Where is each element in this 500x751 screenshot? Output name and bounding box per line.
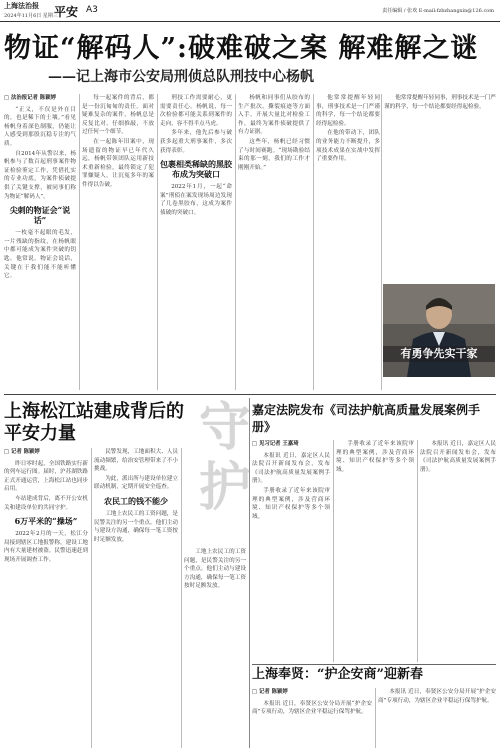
issue-date: 2024年11月6日 星期三 <box>4 13 58 19</box>
main-story-column-6 <box>384 94 496 280</box>
paragraph: 昨日零时起，全国铁路实行新的列车运行图。届时，沪苏湖铁路正式开通运营，上海松江站也同步启用。 <box>4 460 88 493</box>
main-byline: □ 法治报记者 陈颖婷 <box>4 95 56 101</box>
officer-photo-image <box>383 284 495 377</box>
main-story-column-2 <box>82 94 154 390</box>
main-story-column-5 <box>316 94 380 390</box>
subheading: 6万平米的“操场” <box>14 516 78 527</box>
page-number: A3 <box>86 5 98 15</box>
paragraph: 民警发现，工地面积大、人员流动频繁，给治安管理带来了不小挑战。 <box>94 449 178 473</box>
paragraph: 在一起陈年旧案中，现场遗留的物证早已年代久远，杨帆带领团队运用新技术重新检验，最终锁定了犯罪嫌疑人，让沉冤多年的案件得以告破。 <box>82 138 154 188</box>
fengxian-column-1 <box>252 688 372 748</box>
paragraph: 工地上农民工的工资问题，是民警关注的另一个重点。他们主动与建设方沟通，确保每一笔工资按时足额发放。 <box>94 510 178 543</box>
main-headline: 物证“解码人”:破难破之案 解难解之谜 <box>4 33 479 64</box>
paragraph: 刑技工作需要耐心，更需要责任心。杨帆说，每一次检验都可能关系到案件的走向，容不得半点马虎。 <box>160 95 232 127</box>
column-divider <box>313 94 314 390</box>
jiading-headline-text: 嘉定法院发布《司法护航高质量发展案例手册》 <box>252 403 481 434</box>
officer-photo <box>383 284 495 377</box>
paragraph: 手册收录了近年来该院审理的典型案例，涉及营商环境、知识产权保护等多个领域。 <box>252 487 330 520</box>
editor-line: 责任编辑 / 张欢 E-mail:fzbzhangxin@126.com <box>382 8 494 14</box>
main-story-column-3 <box>160 94 232 390</box>
songjiang-column-1 <box>4 448 88 748</box>
paragraph: 杨帆和同事们从胶布的生产批次、撕裂痕迹等方面入手，开展大量比对检验工作，最终为案件侦破提供了有力证据。 <box>238 95 310 136</box>
paragraph: 多年来，他先后参与破获多起重大刑事案件，多次获得表彰。 <box>160 130 232 154</box>
songjiang-column-2 <box>94 448 178 748</box>
paper-name: 上海法治报 <box>4 1 39 10</box>
column-divider <box>157 94 158 390</box>
column-divider <box>333 440 334 662</box>
jiading-column-1 <box>252 440 330 662</box>
paragraph: 手册收录了近年来该院审理的典型案例，涉及营商环境、知识产权保护等多个领域。 <box>336 441 414 473</box>
paragraph: 在他的带动下，团队的业务能力不断提升，多项技术成果在实战中发挥了重要作用。 <box>316 130 380 163</box>
paragraph: 车站建成背后，离不开公安机关和建设单位的共同守护。 <box>4 495 88 511</box>
songjiang-byline: □ 记者 陈颖婷 <box>4 449 40 455</box>
jiading-byline: □ 见习记者 王嘉琦 <box>252 441 299 447</box>
paragraph: 一枚毫不起眼的毛发，一片残缺的指纹，在杨帆眼中都可能成为案件突破的钥匙。他常说，物证会说话，关键在于我们能不能听懂它。 <box>4 230 76 280</box>
column-divider <box>79 94 80 390</box>
paragraph: 本报讯 近日，奉贤区公安分局开展“护企安商”专项行动，为辖区企业平稳运行保驾护航。 <box>252 700 372 716</box>
column-divider <box>181 448 182 748</box>
paragraph: 本报讯 近日，奉贤区公安分局开展“护企安商”专项行动，为辖区企业平稳运行保驾护航。 <box>378 689 496 704</box>
subheading: 农民工的钱不能少 <box>104 495 168 506</box>
songjiang-headline <box>4 401 184 445</box>
paragraph: 每一起案件的背后，都是一份沉甸甸的责任。面对疑难复杂的案件，杨帆总是反复比对、仔细推敲，不放过任何一个细节。 <box>82 95 154 136</box>
paragraph: 2022年1月，一起“命案”刑侦在案发现场周边发现了几卷黑胶布，这成为案件侦破的突破口。 <box>160 184 232 216</box>
fengxian-headline: 上海奉贤：“护企安商”迎新春 <box>252 667 423 682</box>
jiading-column-2 <box>336 440 414 662</box>
photo-caption: 有勇争先实干家 <box>383 346 495 362</box>
paragraph: 本报讯 近日，嘉定区人民法院召开新闻发布会，发布《司法护航高质量发展案例手册》。 <box>420 441 496 473</box>
fengxian-byline: □ 记者 陈颖婷 <box>252 689 288 695</box>
fengxian-column-2 <box>378 688 496 748</box>
paragraph: 为此，派出所与建设单位建立联动机制，定期开展安全巡查。 <box>94 475 178 491</box>
column-divider <box>91 448 92 748</box>
subheading: 包裹相类稀缺的黑胶布成为突破口 <box>160 159 232 180</box>
songjiang-headline-text: 上海松江站建成背后的平安力量 <box>4 401 184 444</box>
main-story-column-1 <box>4 94 76 390</box>
jiading-column-3 <box>420 440 496 662</box>
paragraph: 他常常提醒年轻同事，刑事技术是一门严谨的科学，每一个结论都要经得起检验。 <box>384 95 496 110</box>
column-divider <box>417 440 418 662</box>
column-divider <box>375 688 376 748</box>
paragraph: 本报讯 近日，嘉定区人民法院召开新闻发布会，发布《司法护航高质量发展案例手册》。 <box>252 452 330 485</box>
watermark-seal: 守护 <box>198 397 251 518</box>
paragraph: 自2014年从警以来，杨帆参与了数百起刑事案件物证检验鉴定工作，凭借扎实的专业功底，为案件侦破提供了关键支撑，被同事们称为物证“解码人”。 <box>4 150 76 200</box>
main-subheadline: ——记上海市公安局刑侦总队刑技中心杨帆 <box>48 69 314 85</box>
paragraph: 他常常提醒年轻同事，刑事技术是一门严谨的科学，每一个结论都要经得起检验。 <box>316 95 380 127</box>
column-divider <box>235 94 236 390</box>
section-label: 平安 <box>54 5 79 19</box>
main-story-column-4 <box>238 94 310 390</box>
section-divider-vertical <box>249 398 250 748</box>
paragraph: 这些年，杨帆已经习惯了与时间赛跑。“现场勘验结束的那一刻，我们的工作才刚刚开始。” <box>238 138 310 171</box>
paragraph: 2022年2月的一天，松江分局接到辖区工地报警称，建设工地内有大量建材被盗。民警迅速赶到现场开展调查工作。 <box>4 531 88 563</box>
subheading: 尖刺的物证会“说话” <box>9 205 71 226</box>
masthead <box>0 0 500 22</box>
section-divider <box>252 664 496 665</box>
column-divider <box>381 94 382 390</box>
section-divider <box>4 394 496 395</box>
paragraph: 工地上农民工的工资问题，是民警关注的另一个重点。他们主动与建设方沟通，确保每一笔工资按时足额发放。 <box>184 549 246 590</box>
jiading-headline <box>252 402 496 436</box>
songjiang-column-3 <box>184 548 246 748</box>
paragraph: “正义，不仅是外在目的，也是稀下的土壤。”看见杨帆身着深色制服，仍能让人感受到那股沉稳专注的气质。 <box>4 106 76 147</box>
